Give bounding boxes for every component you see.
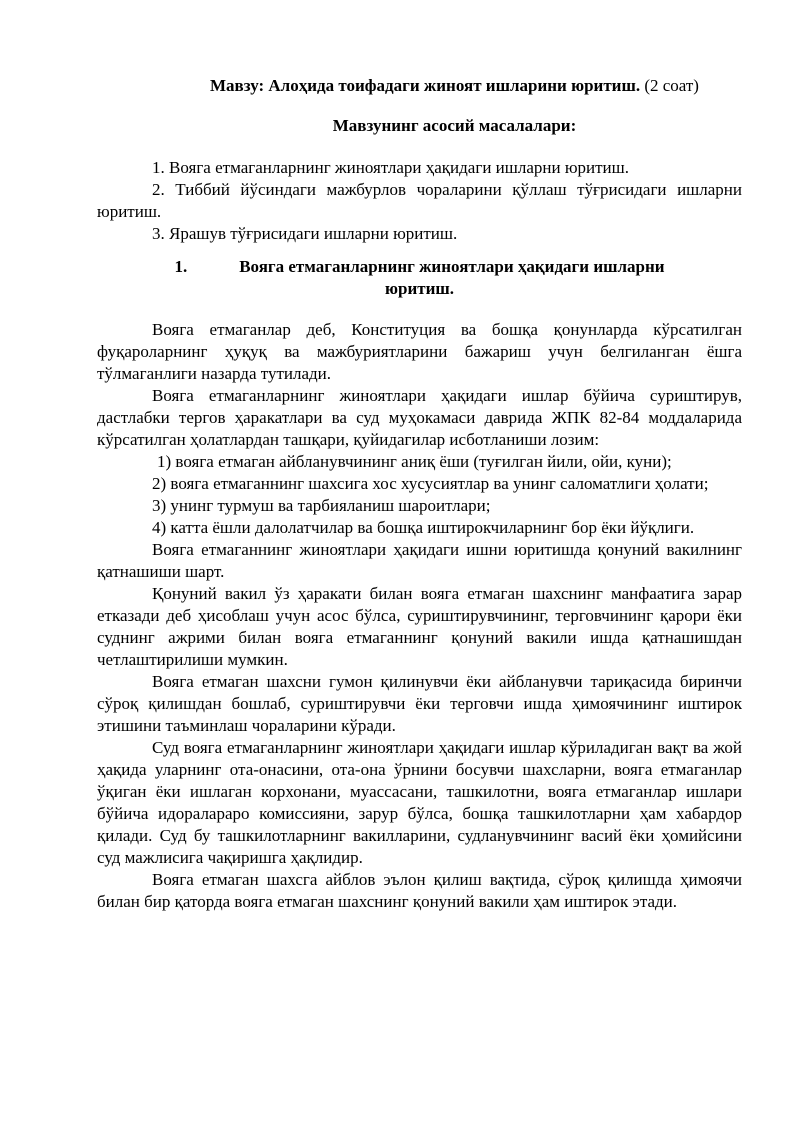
issues-list <box>97 157 742 245</box>
paragraph: Вояга етмаган шахсни гумон қилинувчи ёки айбланувчи тариқасида биринчи сўроқ қилишдан бошлаб, суриштирувчи ёки терговчи ишда ҳимоячининг иштирок этишини таъминлаш чораларини кўради. <box>97 672 742 735</box>
paragraph: Вояга етмаган шахсга айблов эълон қилиш вақтида, сўроқ қилишда ҳимоячи билан бир қаторда вояга етмаган шахснинг қонуний вакили ҳам иштирок этади. <box>97 870 742 911</box>
paragraph: Суд вояга етмаганларнинг жиноятлари ҳақидаги ишлар кўриладиган вақт ва жой ҳақида уларнинг ота-онасини, ота-она ўрнини босувчи шахсларни, вояга етмаганлар ўқиган ёки ишлаган корхонани, муассасани, ташкилотни, вояга етмаганлар ишлари бўйича идоралараро комиссияни, зарур бўлса, бошқа ташкилотларни ҳам хабардор қилади. Суд бу ташкилотларнинг вакилларини, судланувчининг васий ёки ҳомийсини суд мажлисига чақиришга ҳақлидир. <box>97 738 742 867</box>
body-text <box>97 319 742 913</box>
document-title <box>97 75 742 97</box>
list-item: 4) катта ёшли далолатчилар ва бошқа иштирокчиларнинг бор ёки йўқлиги. <box>152 518 695 537</box>
issue-item: 3. Ярашув тўғрисидаги ишларни юритиш. <box>152 224 458 243</box>
section-title-line1: Вояга етмаганларнинг жиноятлари ҳақидаги ишларни <box>239 257 665 276</box>
paragraph: Вояга етмаганлар деб, Конституция ва бошқа қонунларда кўрсатилган фуқароларнинг ҳуқуқ ва мажбуриятларини бажариш учун белгиланган ёшга тўлмаганлиги назарда тутилади. <box>97 320 742 383</box>
title-hours: (2 соат) <box>640 76 699 95</box>
paragraph: Қонуний вакил ўз ҳаракати билан вояга етмаган шахснинг манфаатига зарар етказади деб ҳисоблаш учун асос бўлса, суриштирувчининг, терговчининг қарори ёки суднинг ажрими билан вояга етмаганнинг қонуний вакили ишда қатнашишдан четлаштирилиши мумкин. <box>97 584 742 669</box>
section-title-line2: юритиш. <box>385 279 454 298</box>
issue-item: 2. Тиббий йўсиндаги мажбурлов чораларини қўллаш тўғрисидаги ишларни юритиш. <box>97 180 742 221</box>
title-bold: Мавзу: Алоҳида тоифадаги жиноят ишларини юритиш. <box>210 76 641 95</box>
list-item: 2) вояга етмаганнинг шахсига хос хусусиятлар ва унинг саломатлиги ҳолати; <box>152 474 709 493</box>
list-item: 1) вояга етмаган айбланувчининг аниқ ёши (туғилган йили, ойи, куни); <box>157 452 672 471</box>
paragraph: Вояга етмаганнинг жиноятлари ҳақидаги ишни юритишда қонуний вакилнинг қатнашиши шарт. <box>97 540 742 581</box>
issue-item: 1. Вояга етмаганларнинг жиноятлари ҳақидаги ишларни юритиш. <box>152 158 629 177</box>
section-heading <box>97 256 742 300</box>
list-item: 3) унинг турмуш ва тарбияланиш шароитлари; <box>152 496 491 515</box>
section-heading-line1 <box>97 256 742 278</box>
paragraph: Вояга етмаганларнинг жиноятлари ҳақидаги ишлар бўйича суриштирув, дастлабки тергов ҳаракатлари ва суд муҳокамаси даврида ЖПК 82-84 моддаларида кўрсатилган ҳолатлардан ташқари, қуйидагилар исботланиши лозим: <box>97 386 742 449</box>
section-number: 1. <box>174 257 188 276</box>
issues-heading: Мавзунинг асосий масалалари: <box>332 116 577 135</box>
